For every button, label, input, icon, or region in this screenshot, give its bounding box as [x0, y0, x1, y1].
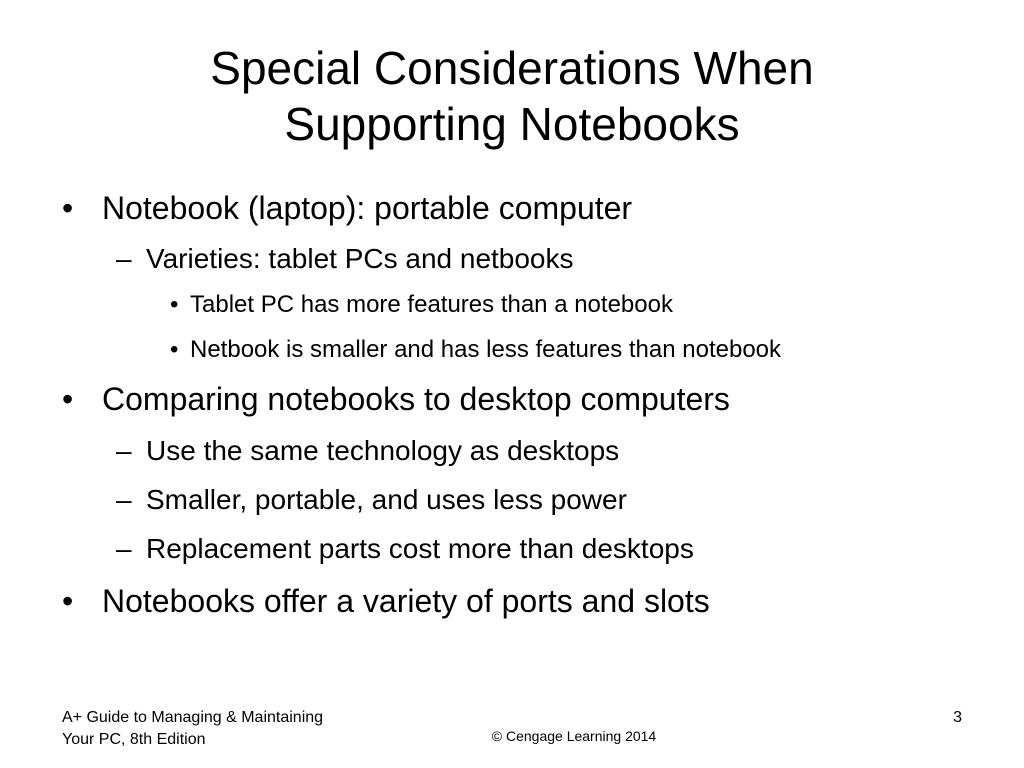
- bullet-marker: •: [170, 291, 179, 318]
- bullet-item: [62, 583, 710, 619]
- bullet-item: [116, 533, 694, 565]
- bullet-text: Netbook is smaller and has less features than notebook: [190, 336, 782, 363]
- bullet-text: Comparing notebooks to desktop computers: [102, 381, 730, 417]
- bullet-item: [170, 291, 673, 319]
- slide-title-line1: Special Considerations When: [210, 42, 814, 94]
- bullet-marker: –: [116, 243, 132, 274]
- bullet-text: Use the same technology as desktops: [146, 435, 620, 466]
- bullet-item: [62, 381, 730, 417]
- bullet-text: Varieties: tablet PCs and netbooks: [146, 243, 574, 274]
- bullet-item: [116, 484, 627, 516]
- bullet-item: [62, 190, 633, 226]
- bullet-text: Notebook (laptop): portable computer: [102, 190, 633, 226]
- bullet-marker: –: [116, 533, 132, 564]
- bullet-marker: –: [116, 435, 132, 466]
- footer-copyright-text: © Cengage Learning 2014: [491, 728, 657, 744]
- bullet-marker: •: [62, 190, 74, 226]
- footer-book-title-line1: A+ Guide to Managing & Maintaining: [62, 709, 324, 726]
- bullet-marker: •: [62, 583, 74, 619]
- bullet-marker: •: [170, 336, 179, 363]
- slide-title-line2: Supporting Notebooks: [284, 98, 740, 150]
- bullet-item: [116, 243, 574, 275]
- bullet-text: Notebooks offer a variety of ports and slots: [102, 583, 710, 619]
- bullet-item: [170, 336, 782, 364]
- bullet-item: [116, 435, 620, 467]
- bullet-text: Smaller, portable, and uses less power: [146, 484, 627, 515]
- page-number: 3: [953, 709, 962, 726]
- footer-book-title-line2: Your PC, 8th Edition: [62, 731, 206, 748]
- bullet-text: Replacement parts cost more than desktops: [146, 533, 694, 564]
- footer-copyright: [0, 727, 1024, 745]
- bullet-marker: •: [62, 381, 74, 417]
- bullet-text: Tablet PC has more features than a notebook: [190, 291, 673, 318]
- bullet-marker: –: [116, 484, 132, 515]
